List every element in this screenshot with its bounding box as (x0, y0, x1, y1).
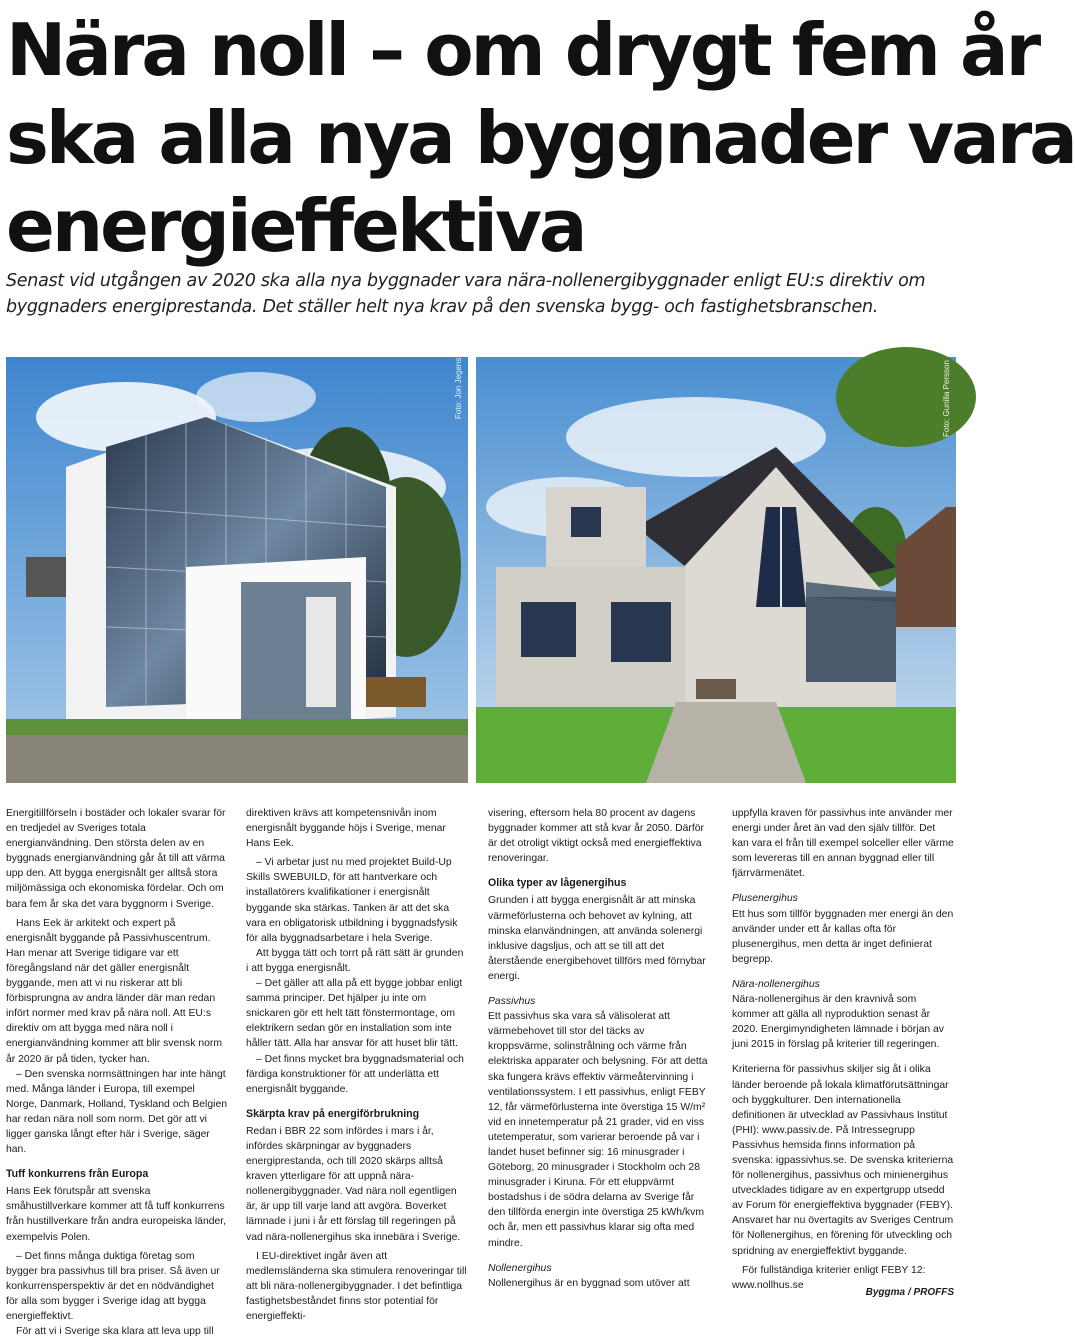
paragraph: För fullständiga kriterier enligt FEBY 12: www.nollhus.se (732, 1264, 926, 1291)
paragraph: – Det finns många duktiga företag som bygger bra passivhus till bra priser. Så även ur konkurrensperspektiv är det en nödvändighet för alla som bygger i Sverige idag att bygga energieffektivt. (6, 1250, 220, 1322)
paragraph: – Det gäller att alla på ett bygge jobbar enligt samma principer. Det hjälper ju inte om snickaren gör ett helt tätt fönstermontage, om elektrikern sedan gör en installation som inte håller tätt. Alla har ansvar för att huset blir tätt. (246, 978, 463, 1050)
paragraph: Energitillförseln i bostäder och lokaler svarar för en tredjedel av Sveriges totala energianvändning. Den största delen av en byggnads energianvändning går åt till att värma upp den. Att bygga energisnålt ger alltså stora miljömässiga och ekonomiska fördelar. Och om bara fem år ska det vara byggnorm i Sverige. (6, 808, 226, 910)
paragraph: Kriterierna för passivhus skiljer sig åt i olika länder beroende på lokala klimatförutsättningar och byggkulturer. Den internationella definitionen är utvecklad av Passivhaus Institut (PHI): www.passiv.de. På Intressegrupp Passivhus hemsida finns information på svenska: igpassivhus.se. De svenska kriterierna för nollenergihus, passivhus och minienergihus utvecklades tidigare av en expertgrupp utsedd av Forum för energieffektiva byggnader (FEBY). Ansvaret har nu övertagits av Sveriges Centrum för Nollenergihus, en förening för utveckling och spridning av energieffektivt byggande. (732, 1064, 954, 1257)
paragraph: I EU-direktivet ingår även att medlemsländerna ska stimulera renoveringar till att bli nära-nollenergibyggnader. I det befintliga fastighetsbeståndet finns stor potential för energieffekti- (246, 1250, 467, 1322)
paragraph: – Det finns mycket bra byggnadsmaterial och färdiga konstruktioner för att underlätta ett energisnålt byggande. (246, 1053, 464, 1095)
brand-name-proffs: PROFFS (913, 1287, 954, 1298)
paragraph: Grunden i att bygga energisnålt är att minska värmeförlusterna och behovet av kylning, att minska elanvändningen, att använda solenergi inklusive dagsljus, och att se till att det återstående energibehovet tillförs med förnybar energi. (488, 895, 706, 982)
italic-subheading: Nära-nollenergihus (732, 978, 820, 990)
paragraph: – Vi arbetar just nu med projektet Build-Up Skills SWEBUILD, för att hantverkare och installatörers kvalifikationer i energisnålt byggande ska stärkas. Tanken är att det ska vara en obligatorisk utbildning i byggnadsfysik för alla byggnadsarbetare i hela Sverige. (246, 857, 458, 944)
paragraph: För att vi i Sverige ska klara att leva upp till (16, 1326, 214, 1338)
headline-line-1: Nära noll – om drygt fem år (6, 8, 1039, 92)
paragraph: uppfylla kraven för passivhus inte använder mer energi under året än vad den själv tillför. Det kan vara el från till exempel solceller eller värme som levereras till en annan byggnad eller till fjärrvärmenätet. (732, 808, 954, 880)
paragraph: Nollenergihus är en byggnad som utöver att (488, 1277, 690, 1289)
headline (6, 6, 1075, 270)
headline-line-3: energieffektiva (6, 184, 585, 268)
photo-glass-house (6, 349, 468, 783)
subheading: Skärpta krav på energiförbrukning (246, 1107, 420, 1120)
paragraph: Ett passivhus ska vara så välisolerat att värmebehovet till stor del täcks av kroppsvärme, solinstrålning och värme från elektriska apparater och belysning. För att detta ska fungera krävs effektiv värmeåtervinning i ventilationssystem. I ett passivhus, enligt FEBY 12, får värmeförlusterna inte överstiga 15 W/m² vid en innetemperatur på 21 grader, vid en viss utetemperatur, som varierar beroende på var i landet huset befinner sig: 16 minusgrader i Göteborg, 20 minusgrader i Stockholm och 28 minusgrader i Kiruna. För ett eluppvärmt bostadshus i de södra delarna av Sverige får den tillförda energin inte överstiga 25 kWh/kvm och år, men ett passivhus klarar sig ofta med mindre. (488, 1011, 708, 1249)
paragraph: – Den svenska normsättningen har inte hängt med. Många länder i Europa, till exempel Norge, Danmark, Holland, Tyskland och Belgien har redan nära noll som norm. Det gör att vi ligger ganska långt efter här i Sverige, säger han. (6, 1068, 228, 1156)
photo-white-house (476, 357, 956, 783)
headline-line-2: ska alla nya byggnader vara (6, 96, 1075, 180)
paragraph: direktiven krävs att kompetensnivån inom energisnålt byggande höjs i Sverige, menar Hans Eek. (246, 808, 446, 850)
lead-paragraph: Senast vid utgången av 2020 ska alla nya byggnader vara nära-nollenergibyggnader enligt EU:s direktiv om byggnaders energiprestanda. Det ställer helt nya krav på den svenska bygg- och fastighetsbranschen. (6, 271, 926, 317)
text-column-3 (488, 806, 710, 1295)
subheading: Olika typer av lågenergihus (488, 877, 627, 890)
footer-brand (866, 1287, 954, 1298)
paragraph: Hans Eek förutspår att svenska småhustillverkare kommer att få tuff konkurrens från hustillverkare från andra europeiska länder, exempelvis Polen. (6, 1186, 227, 1243)
paragraph: Att bygga tätt och torrt på rätt sätt är grunden i att bygga energisnålt. (246, 947, 464, 974)
photo-credit-right: Foto: Gunilla Persson (942, 360, 951, 437)
text-column-4 (732, 806, 954, 1293)
italic-subheading: Passivhus (488, 996, 536, 1008)
paragraph: visering, eftersom hela 80 procent av dagens byggnader kommer att stå kvar år 2050. Därför är det otroligt viktigt också med energieffektiva renoveringar. (488, 808, 704, 865)
italic-subheading: Nollenergihus (488, 1262, 552, 1274)
photo-credit-left: Foto: Jon Jegenstjö (454, 349, 463, 419)
white-house-illustration (476, 357, 956, 783)
italic-subheading: Plusenergihus (732, 893, 798, 905)
brand-name: Byggma / (865, 1287, 914, 1298)
glass-house-illustration (6, 357, 468, 783)
paragraph: Nära-nollenergihus är den kravnivå som kommer att gälla all nyproduktion senast år 2020. Energimyndigheten lämnade i början av juni 2015 in förslag på kriterier till regeringen. (732, 994, 944, 1051)
text-column-1 (6, 806, 228, 1339)
text-column-2 (246, 806, 468, 1324)
subheading: Tuff konkurrens från Europa (6, 1168, 149, 1181)
paragraph: Ett hus som tillför byggnaden mer energi än den använder under ett år kallas ofta för plusenergihus, men detta är inget definierat begrepp. (732, 908, 954, 965)
paragraph: Redan i BBR 22 som infördes i mars i år, infördes skärpningar av byggnaders energiprestanda, och till 2020 skärps alltså kraven ytterligare för att uppnå nära-nollenergibyggnader. Vad nära noll egentligen är, är upp till varje land att avgöra. Boverket lämnade i juni i år ett förslag till regeringen på vad nära-nollenergihus ska innebära i Sverige. (246, 1125, 461, 1243)
paragraph: Hans Eek är arkitekt och expert på energisnålt byggande på Passivhuscentrum. Han menar att Sverige tidigare var ett föregångsland när det gäller energisnålt byggande, men att vi nu riskerar att bli förbisprungna av andra länder där man redan infört normer med krav på nära noll. Att EU:s direktiv om att bygga med nära noll i energianvändning kommer att blir svensk norm år 2020 är på tiden, tycker han. (6, 917, 222, 1065)
